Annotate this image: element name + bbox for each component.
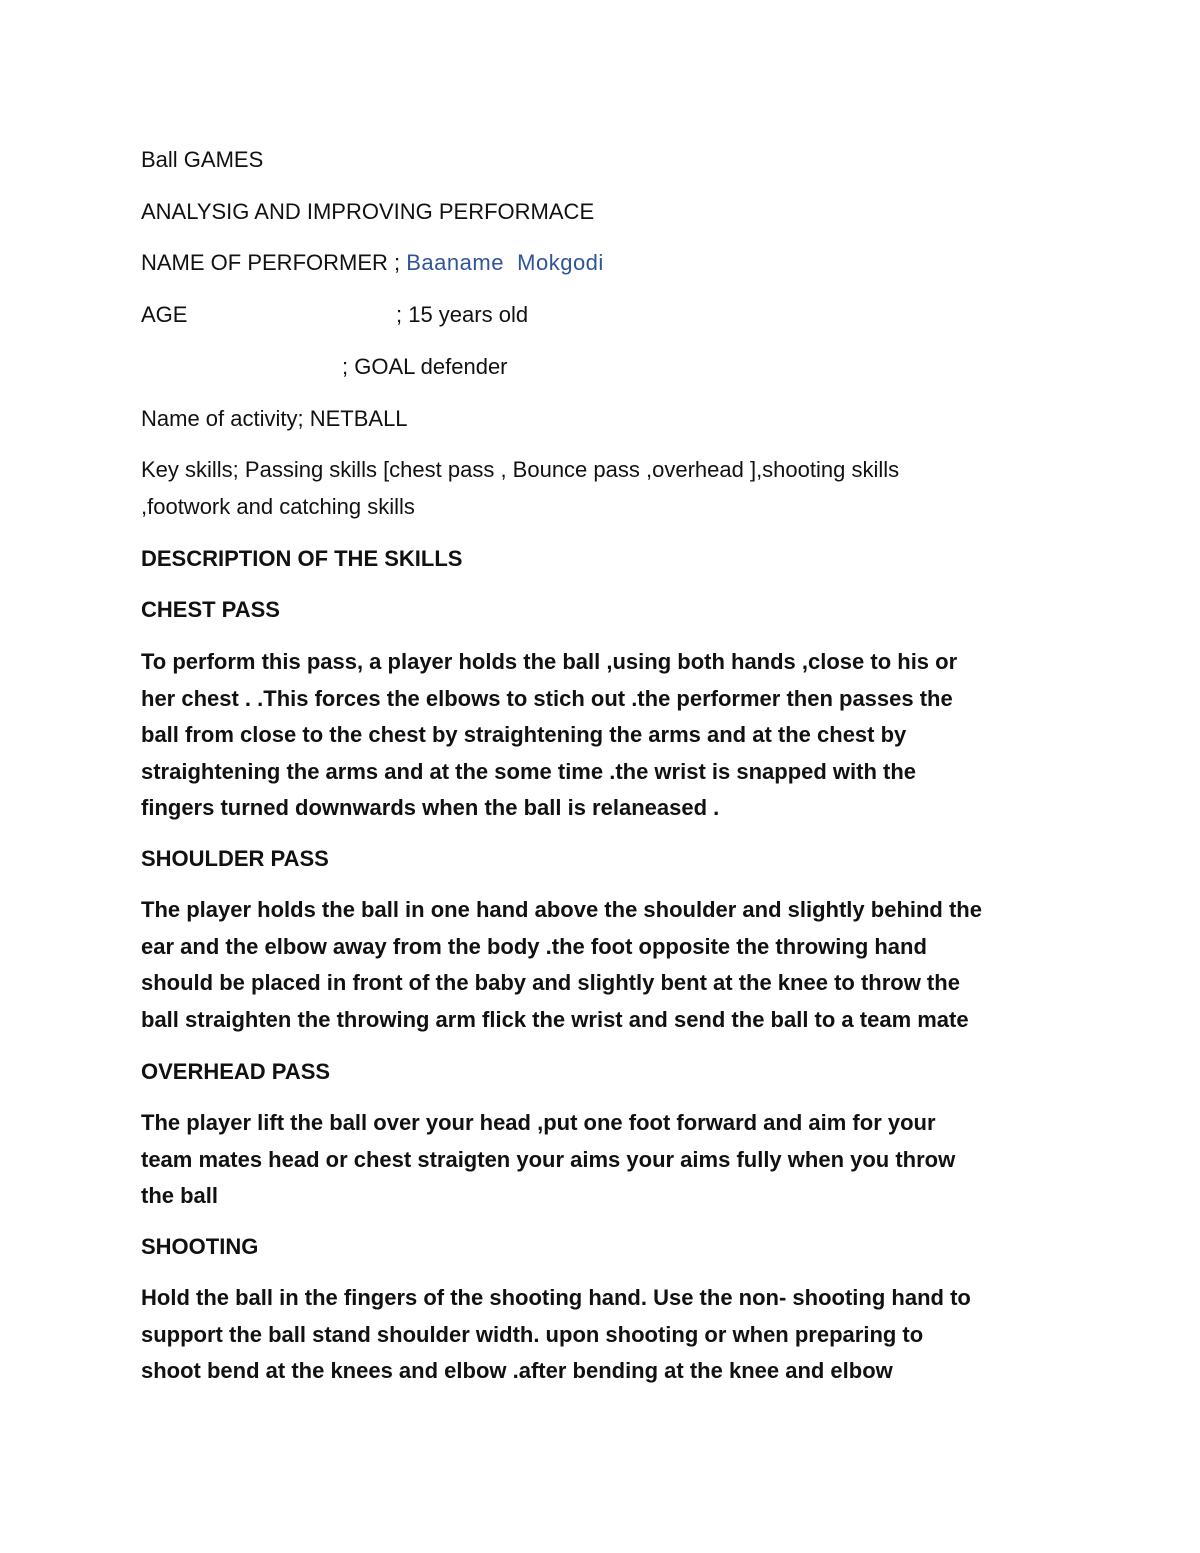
paragraph-line: support the ball stand shoulder width. upon shooting or when preparing to [141,1321,924,1347]
paragraph-line: The player lift the ball over your head ,put one foot forward and aim for your [141,1110,936,1135]
paragraph-line: shoot bend at the knees and elbow .after bending at the knee and elbow [141,1358,893,1383]
document-title: Ball GAMES [141,147,264,172]
paragraph-line: fingers turned downwards when the ball is relaneased . [141,795,720,820]
section-body-shoulder-pass [141,892,1081,1038]
paragraph-line: ear and the elbow away from the body .the foot opposite the throwing hand [141,933,927,959]
paragraph-line: To perform this pass, a player holds the ball ,using both hands ,close to his or [141,649,958,674]
key-skills [141,452,1081,525]
paragraph-line: ball from close to the chest by straightening the arms and at the chest by [141,722,907,747]
age-value: ; 15 years old [396,302,529,327]
description-heading: DESCRIPTION OF THE SKILLS [141,546,463,571]
paragraph-line: Hold the ball in the fingers of the shooting hand. Use the non- shooting hand to [141,1285,971,1310]
paragraph-line: The player holds the ball in one hand above the shoulder and slightly behind the [141,897,982,922]
section-heading-chest-pass: CHEST PASS [141,597,280,622]
performer-name: Baaname Mokgodi [406,250,604,275]
key-skills-line: ,footwork and catching skills [141,493,415,519]
performer-row [141,250,604,276]
section-body-chest-pass [141,644,1081,827]
section-body-overhead-pass [141,1105,1081,1215]
section-heading-overhead-pass: OVERHEAD PASS [141,1059,331,1084]
performer-label: NAME OF PERFORMER ; [141,250,401,275]
activity-name: Name of activity; NETBALL [141,406,408,431]
paragraph-line: her chest . .This forces the elbows to stich out .the performer then passes the [141,685,953,711]
paragraph-line: team mates head or chest straigten your aims your aims fully when you throw [141,1146,956,1172]
position-value: ; GOAL defender [342,354,508,379]
key-skills-line: Key skills; Passing skills [chest pass , Bounce pass ,overhead ],shooting skills [141,457,900,482]
age-label: AGE [141,302,188,327]
section-body-shooting [141,1280,1081,1390]
document-subtitle: ANALYSIG AND IMPROVING PERFORMACE [141,199,595,224]
section-heading-shoulder-pass: SHOULDER PASS [141,846,329,871]
paragraph-line: ball straighten the throwing arm flick the wrist and send the ball to a team mate [141,1006,969,1032]
paragraph-line: the ball [141,1183,219,1208]
section-heading-shooting: SHOOTING [141,1234,259,1259]
paragraph-line: straightening the arms and at the some time .the wrist is snapped with the [141,758,917,784]
paragraph-line: should be placed in front of the baby and slightly bent at the knee to throw the [141,970,960,995]
